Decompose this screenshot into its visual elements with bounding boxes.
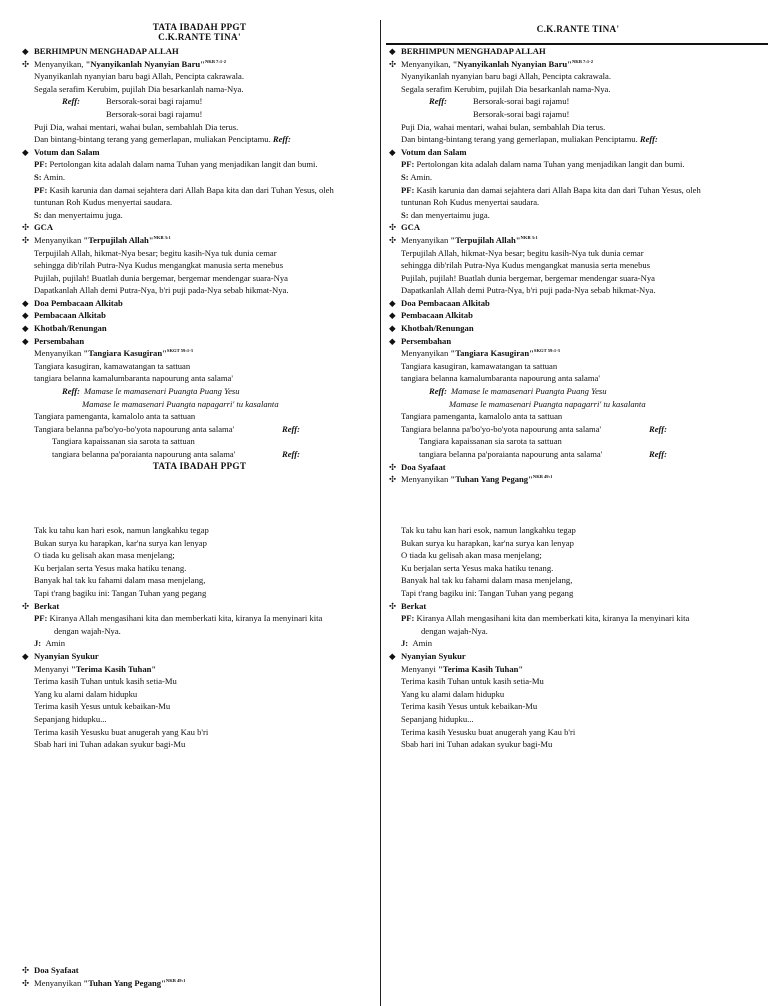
cross-bullet-icon: ✣ <box>389 222 397 233</box>
church-title-right: C.K.RANTE TINA' <box>536 24 620 34</box>
diamond-icon: ◆ <box>389 46 396 56</box>
diamond-icon: ◆ <box>389 650 396 661</box>
diamond-icon: ◆ <box>22 46 29 56</box>
diamond-icon: ◆ <box>22 310 29 321</box>
song1-line: Nyanyikanlah nyanyian baru bagi Allah, Pencipta cakrawala. <box>34 71 244 82</box>
song3-title: "Tangiara Kasugiran" <box>83 348 167 359</box>
section-gca: GCA <box>34 222 54 233</box>
diamond-icon: ◆ <box>389 335 396 346</box>
reff-label: Reff: <box>62 96 80 107</box>
cross-bullet-icon: ✣ <box>389 58 397 69</box>
song5-title: "Terima Kasih Tuhan" <box>71 663 157 674</box>
diamond-icon: ◆ <box>22 323 29 334</box>
diamond-icon: ◆ <box>22 146 29 157</box>
cross-bullet-icon: ✣ <box>389 461 397 472</box>
song2-title: "Terpujilah Allah" <box>83 234 154 245</box>
doc-title: TATA IBADAH PPGT <box>152 22 247 32</box>
section-pembacaan: Pembacaan Alkitab <box>34 310 106 321</box>
song1-title: "Nyanyikanlah Nyanyian Baru" <box>85 58 205 69</box>
left-column-top: TATA IBADAH PPGT C.K.RANTE TINA' ◆ BERHIMPUN MENGHADAP ALLAH ✣ Menyanyikan, "Nyanyikanlah Nyanyian Baru"$^{NKB 7:1-2}$ Nyanyikanlah nyanyian baru bagi Allah, Pencipta cakrawala. Segala serafim Kerubim, pujilah Dia besarkanlah nama-Nya. Reff: Bersorak-sorai bagi rajamu! Bersorak-sorai bagi rajamu! Puji Dia, wahai mentari, wahai bulan, sembahlah Dia terus. Dan bintang-bintang terang yang gemerlapan, muliakan Penciptamu. Reff: ◆ Votum dan Salam PF: Pertolongan kita adalah dalam nama Tuhan yang menjadikan langit dan bumi. S: Amin. PF: Kasih karunia dan damai sejahtera dari Allah Bapa kita dan dari Tuhan Yesus, oleh tuntunan Roh Kudus menyertai saudara. S: dan menyertaimu juga. ✣ GCA ✣ Menyanyikan "Terpujilah Allah"$^{NKB 3:1}$ Terpujilah Allah, hikmat-Nya besar; begitu kasih-Nya tuk dunia cemar sehingga dib'rilah Putra-Nya Kudus mengangkat manusia serta menebus Pujilah, pujilah! Buatlah dunia bergemar, bergemar mendengar suara-Nya Dapatkanlah Allah demi Putra-Nya, b'ri puji pada-Nya sebab hikmat-Nya. ◆ Doa Pembacaan Alkitab ◆ Pembacaan Alkitab ◆ Khotbah/Renungan ◆ Persembahan Menyanyikan "Tangiara Kasugiran"$^{SKGT 59:1-3}$ Tangiara kasugiran, kamawatangan ta sattuan tangiara belanna kamalumbaranta napourung anta salama' Reff: Mamase le mamasenari Puangta Puang Yesu Mamase le mamasenari Puangta napagarri' tu kasalanta Tangiara pamenganta, kamalolo anta ta sattuan Tangiara belanna pa'bo'yo-bo'yota napourung anta salama' Reff: Tangiara kapaissanan sia sarota ta sattuan tangiara belanna pa'poraianta napourung anta salama' Reff: TATA IBADAH PPGT <box>22 22 377 472</box>
right-column-top: C.K.RANTE TINA' ◆ BERHIMPUN MENGHADAP ALLAH ✣ Menyanyikan, "Nyanyikanlah Nyanyian Baru"$^{NKB 7:1-2}$ Nyanyikanlah nyanyian baru bagi Allah, Pencipta cakrawala. Segala serafim Kerubim, pujilah Dia besarkanlah nama-Nya. Reff: Bersorak-sorai bagi rajamu! Bersorak-sorai bagi rajamu! Puji Dia, wahai mentari, wahai bulan, sembahlah Dia terus. Dan bintang-bintang terang yang gemerlapan, muliakan Penciptamu. Reff: ◆ Votum dan Salam PF: Pertolongan kita adalah dalam nama Tuhan yang menjadikan langit dan bumi. S: Amin. PF: Kasih karunia dan damai sejahtera dari Allah Bapa kita dan dari Tuhan Yesus, oleh tuntunan Roh Kudus menyertai saudara. S: dan menyertaimu juga. ✣ GCA ✣ Menyanyikan "Terpujilah Allah"$^{NKB 3:1}$ Terpujilah Allah, hikmat-Nya besar; begitu kasih-Nya tuk dunia cemar sehingga dib'rilah Putra-Nya Kudus mengangkat manusia serta menebus Pujilah, pujilah! Buatlah dunia bergemar, bergemar mendengar suara-Nya Dapatkanlah Allah demi Putra-Nya, b'ri puji pada-Nya sebab hikmat-Nya. ◆ Doa Pembacaan Alkitab ◆ Pembacaan Alkitab ◆ Khotbah/Renungan ◆ Persembahan Menyanyikan "Tangiara Kasugiran"$^{SKGT 59:1-3}$ Tangiara kasugiran, kamawatangan ta sattuan tangiara belanna kamalumbaranta napourung anta salama' Reff: Mamase le mamasenari Puangta Puang Yesu Mamase le mamasenari Puangta napagarri' tu kasalanta Tangiara pamenganta, kamalolo anta ta sattuan Tangiara belanna pa'bo'yo-bo'yota napourung anta salama' Reff: Tangiara kapaissanan sia sarota ta sattuan tangiara belanna pa'poraianta napourung anta salama' Reff: ✣ Doa Syafaat ✣ Menyanyikan "Tuhan Yang Pegang"$^{NKB 49:1}$ <box>389 22 767 486</box>
diamond-icon: ◆ <box>389 297 396 308</box>
diamond-icon: ◆ <box>389 310 396 321</box>
song4-line: Tak ku tahu kan hari esok, namun langkahku tegap <box>34 525 209 535</box>
section-doa-alkitab: Doa Pembacaan Alkitab <box>34 297 123 308</box>
section-votum: Votum dan Salam <box>34 146 100 157</box>
section-berhimpun: BERHIMPUN MENGHADAP ALLAH <box>34 46 179 56</box>
song4-title: "Tuhan Yang Pegang" <box>450 474 533 485</box>
diamond-icon: ◆ <box>389 323 396 334</box>
column-divider <box>380 20 381 1006</box>
cross-bullet-icon: ✣ <box>22 58 30 69</box>
diamond-icon: ◆ <box>389 146 396 157</box>
section-syafaat-right: Doa Syafaat <box>401 461 446 472</box>
diamond-icon: ◆ <box>22 297 29 308</box>
section-berkat: Berkat <box>34 600 60 611</box>
section-syafaat-left: Doa Syafaat <box>34 965 79 975</box>
section-khotbah: Khotbah/Renungan <box>34 323 107 334</box>
cross-bullet-icon: ✣ <box>22 222 30 233</box>
right-column-bottom: Tak ku tahu kan hari esok, namun langkahku tegap Bukan surya ku harapkan, kar'na surya kan lenyap O tiada ku gelisah akan masa menjelang; Ku berjalan serta Yesus maka hatiku tenang. Banyak hal tak ku fahami dalam masa menjelang, Tapi t'rang bagiku ini: Tangan Tuhan yang pegang ✣ Berkat PF: Kiranya Allah mengasihani kita dan memberkati kita, kiranya Ia menyinari kita dengan wajah-Nya. J: Amin ◆ Nyanyian Syukur Menyanyi "Terima Kasih Tuhan" Terima kasih Tuhan untuk kasih setia-Mu Yang ku alami dalam hidupku Terima kasih Yesus untuk kebaikan-Mu Sepanjang hidupku... Terima kasih Yesusku buat anugerah yang Kau b'ri Sbab hari ini Tuhan adakan syukur bagi-Mu <box>389 525 690 750</box>
cross-bullet-icon: ✣ <box>22 600 30 611</box>
diamond-icon: ◆ <box>22 650 29 661</box>
left-column-bottom: Tak ku tahu kan hari esok, namun langkahku tegap Bukan surya ku harapkan, kar'na surya kan lenyap O tiada ku gelisah akan masa menjelang; Ku berjalan serta Yesus maka hatiku tenang. Banyak hal tak ku fahami dalam masa menjelang, Tapi t'rang bagiku ini: Tangan Tuhan yang pegang ✣ Berkat PF: Kiranya Allah mengasihani kita dan memberkati kita, kiranya Ia menyinari kita dengan wajah-Nya. J: Amin ◆ Nyanyian Syukur Menyanyi "Terima Kasih Tuhan" Terima kasih Tuhan untuk kasih setia-Mu Yang ku alami dalam hidupku Terima kasih Yesus untuk kebaikan-Mu Sepanjang hidupku... Terima kasih Yesusku buat anugerah yang Kau b'ri Sbab hari ini Tuhan adakan syukur bagi-Mu <box>22 524 377 751</box>
left-column-footer: ✣ Doa Syafaat ✣ Menyanyikan "Tuhan Yang Pegang"$^{NKB 49:1}$ <box>22 965 186 988</box>
cross-bullet-icon: ✣ <box>389 600 397 611</box>
cross-bullet-icon: ✣ <box>22 234 30 245</box>
diamond-icon: ◆ <box>22 335 29 346</box>
cross-bullet-icon: ✣ <box>389 474 397 485</box>
section-syukur: Nyanyian Syukur <box>34 650 99 661</box>
section-persembahan: Persembahan <box>34 335 85 346</box>
song1-line: Segala serafim Kerubim, pujilah Dia besarkanlah nama-Nya. <box>34 83 244 94</box>
cross-bullet-icon: ✣ <box>22 965 30 975</box>
footer-title: TATA IBADAH PPGT <box>152 460 247 471</box>
cross-bullet-icon: ✣ <box>22 977 30 988</box>
church-title: C.K.RANTE TINA' <box>158 32 241 42</box>
cross-bullet-icon: ✣ <box>389 234 397 245</box>
